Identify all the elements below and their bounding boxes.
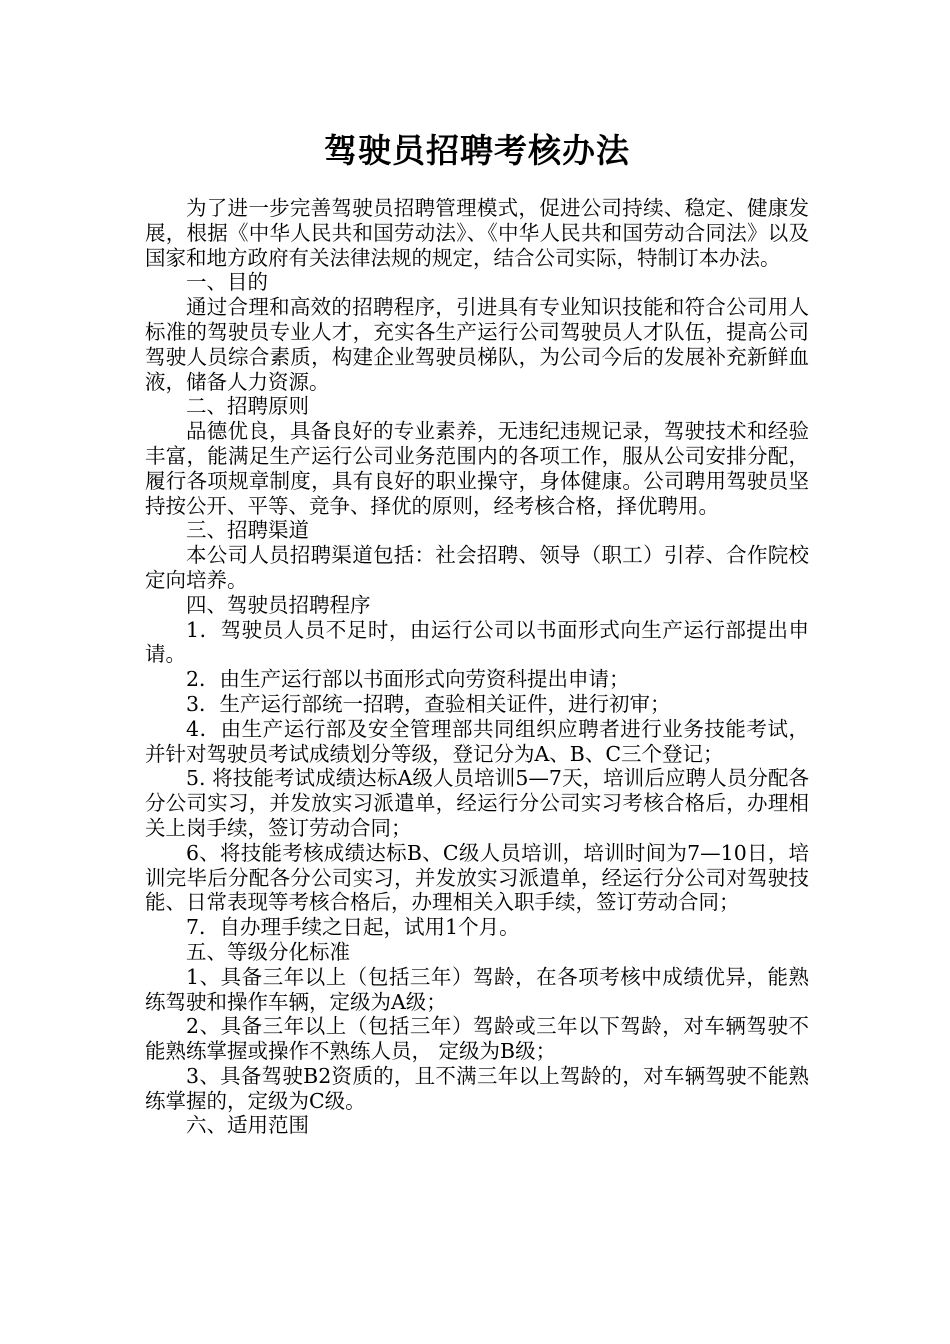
procedure-step: 6、将技能考核成绩达标B、C级人员培训，培训时间为7—10日，培训完毕后分配各分公司实习，并发放实习派遣单，经运行分公司对驾驶技能、日常表现等考核合格后，办理相关入职手续，签订劳动合同； bbox=[145, 840, 809, 915]
grading-item: 2、具备三年以上（包括三年）驾龄或三年以下驾龄，对车辆驾驶不能熟练掌握或操作不熟练人员， 定级为B级； bbox=[145, 1014, 809, 1064]
grading-item: 1、具备三年以上（包括三年）驾龄，在各项考核中成绩优异，能熟练驾驶和操作车辆，定级为A级； bbox=[145, 964, 809, 1014]
purpose-paragraph: 通过合理和高效的招聘程序，引进具有专业知识技能和符合公司用人标准的驾驶员专业人才，充实各生产运行公司驾驶员人才队伍，提高公司驾驶人员综合素质，构建企业驾驶员梯队，为公司今后的发展补充新鲜血液，储备人力资源。 bbox=[145, 295, 809, 394]
intro-paragraph: 为了进一步完善驾驶员招聘管理模式，促进公司持续、稳定、健康发展，根据《中华人民共和国劳动法》、《中华人民共和国劳动合同法》以及国家和地方政府有关法律法规的规定，结合公司实际，特制订本办法。 bbox=[145, 196, 809, 270]
section-heading-scope: 六、适用范围 bbox=[186, 1113, 309, 1138]
procedure-step: 2．由生产运行部以书面形式向劳资科提出申请； bbox=[186, 667, 630, 692]
document-body bbox=[145, 196, 809, 1138]
procedure-step: 7．自办理手续之日起，试用1个月。 bbox=[186, 915, 520, 940]
grading-item: 3、具备驾驶B2资质的，且不满三年以上驾龄的，对车辆驾驶不能熟练掌握的，定级为C级。 bbox=[145, 1063, 809, 1113]
procedure-step: 5. 将技能考试成绩达标A级人员培训5—7天，培训后应聘人员分配各分公司实习，并发放实习派遣单，经运行分公司实习考核合格后，办理相关上岗手续，签订劳动合同； bbox=[145, 766, 809, 840]
section-heading-grading: 五、等级分化标准 bbox=[186, 939, 350, 964]
channels-paragraph: 本公司人员招聘渠道包括：社会招聘、领导（职工）引荐、合作院校定向培养。 bbox=[145, 543, 809, 592]
section-heading-procedure: 四、驾驶员招聘程序 bbox=[186, 592, 371, 617]
section-heading-principles: 二、招聘原则 bbox=[186, 394, 309, 419]
section-heading-purpose: 一、目的 bbox=[186, 270, 268, 295]
document-title: 驾驶员招聘考核办法 bbox=[324, 131, 630, 170]
section-heading-channels: 三、招聘渠道 bbox=[186, 518, 309, 543]
procedure-step: 4．由生产运行部及安全管理部共同组织应聘者进行业务技能考试，并针对驾驶员考试成绩划分等级，登记分为A、B、C三个登记； bbox=[145, 716, 809, 766]
procedure-step: 3．生产运行部统一招聘，查验相关证件，进行初审； bbox=[186, 691, 671, 716]
principles-paragraph: 品德优良，具备良好的专业素养，无违纪违规记录，驾驶技术和经验丰富，能满足生产运行公司业务范围内的各项工作，服从公司安排分配，履行各项规章制度，具有良好的职业操守，身体健康。公司聘用驾驶员坚持按公开、平等、竞争、择优的原则，经考核合格，择优聘用。 bbox=[145, 419, 809, 518]
procedure-step: 1．驾驶员人员不足时，由运行公司以书面形式向生产运行部提出申请。 bbox=[145, 617, 809, 667]
